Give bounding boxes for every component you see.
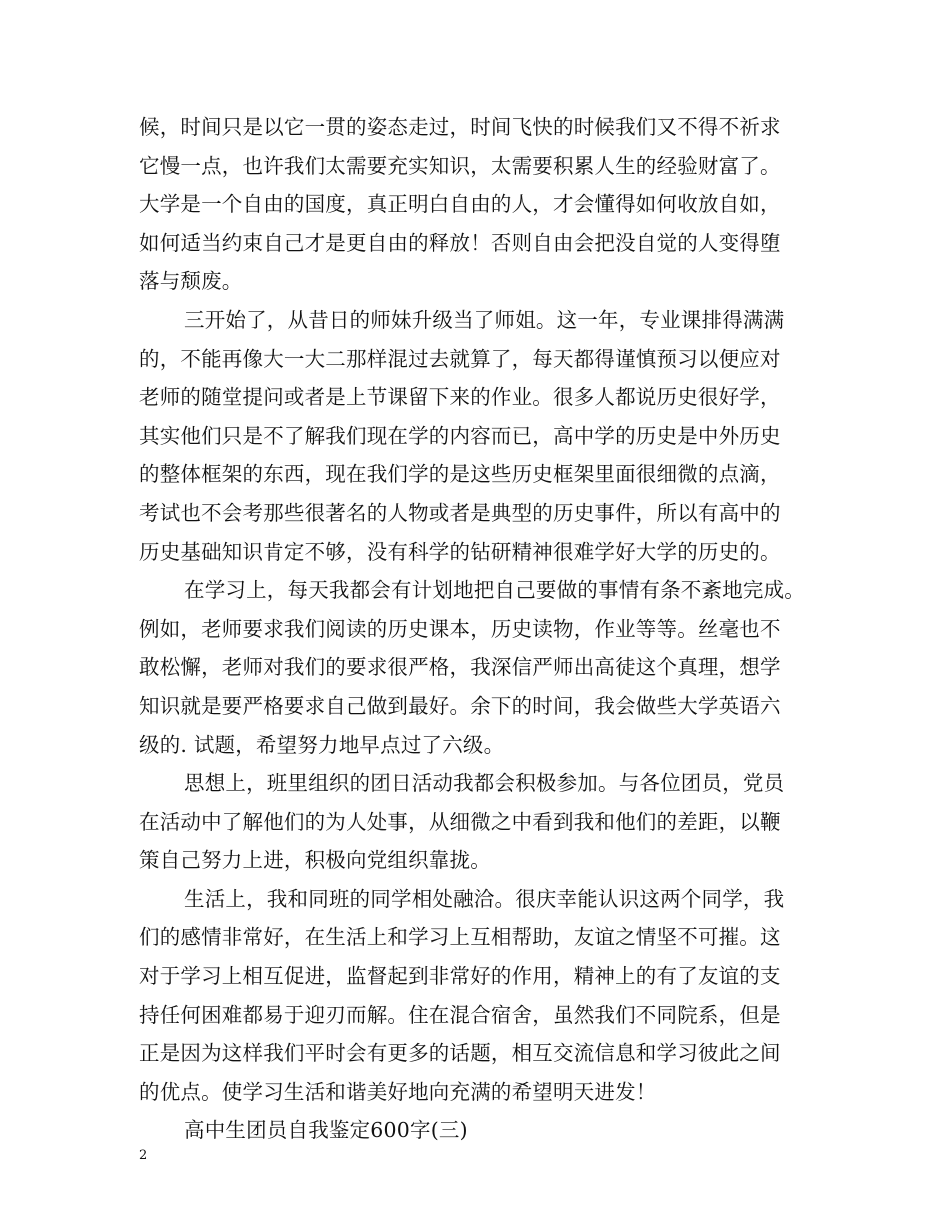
text-line: 敢松懈，老师对我们的要求很严格，我深信严师出高徒这个真理，想学 <box>139 655 781 680</box>
text-line: 生活上，我和同班的同学相处融洽。很庆幸能认识这两个同学，我 <box>184 886 785 911</box>
text-line: 高中生团员自我鉴定600字(三) <box>184 1118 468 1143</box>
text-line: 们的感情非常好，在生活上和学习上互相帮助，友谊之情坚不可摧。这 <box>139 925 781 950</box>
text-line: 策自己努力上进，积极向党组织靠拢。 <box>139 848 491 873</box>
text-line: 持任何困难都易于迎刃而解。住在混合宿舍，虽然我们不同院系，但是 <box>139 1002 781 1027</box>
body-text <box>139 108 829 1150</box>
text-line: 它慢一点，也许我们太需要充实知识，太需要积累人生的经验财富了。 <box>139 153 781 178</box>
text-line: 的优点。使学习生活和谐美好地向充满的希望明天进发！ <box>139 1079 657 1104</box>
text-line: 的，不能再像大一大二那样混过去就算了，每天都得谨慎预习以便应对 <box>139 346 781 371</box>
text-line: 例如，老师要求我们阅读的历史课本，历史读物，作业等等。丝毫也不 <box>139 616 781 641</box>
text-line: 在活动中了解他们的为人处事，从细微之中看到我和他们的差距，以鞭 <box>139 809 781 834</box>
text-line: 的整体框架的东西，现在我们学的是这些历史框架里面很细微的点滴， <box>139 462 781 487</box>
text-line: 老师的随堂提问或者是上节课留下来的作业。很多人都说历史很好学， <box>139 385 781 410</box>
text-line: 对于学习上相互促进，监督起到非常好的作用，精神上的有了友谊的支 <box>139 964 781 989</box>
text-line: 其实他们只是不了解我们现在学的内容而已，高中学的历史是中外历史 <box>139 423 781 448</box>
text-line: 历史基础知识肯定不够，没有科学的钻研精神很难学好大学的历史的。 <box>139 539 781 564</box>
page-number: 2 <box>139 1148 148 1163</box>
text-line: 三开始了，从昔日的师妹升级当了师姐。这一年，专业课排得满满 <box>184 307 785 332</box>
text-line: 如何适当约束自己才是更自由的释放！否则自由会把没自觉的人变得堕 <box>139 230 781 255</box>
text-line: 级的. 试题，希望努力地早点过了六级。 <box>139 732 505 757</box>
text-line: 大学是一个自由的国度，真正明白自由的人，才会懂得如何收放自如， <box>139 192 781 217</box>
text-line: 考试也不会考那些很著名的人物或者是典型的历史事件，所以有高中的 <box>139 500 781 525</box>
text-line: 思想上，班里组织的团日活动我都会积极参加。与各位团员，党员 <box>184 771 785 796</box>
text-line: 候，时间只是以它一贯的姿态走过，时间飞快的时候我们又不得不祈求 <box>139 115 781 139</box>
text-line: 知识就是要严格要求自己做到最好。余下的时间，我会做些大学英语六 <box>139 693 781 718</box>
text-line: 落与颓废。 <box>139 269 243 294</box>
text-line: 在学习上，每天我都会有计划地把自己要做的事情有条不紊地完成。 <box>184 578 805 603</box>
text-line: 正是因为这样我们平时会有更多的话题，相互交流信息和学习彼此之间 <box>139 1041 781 1066</box>
